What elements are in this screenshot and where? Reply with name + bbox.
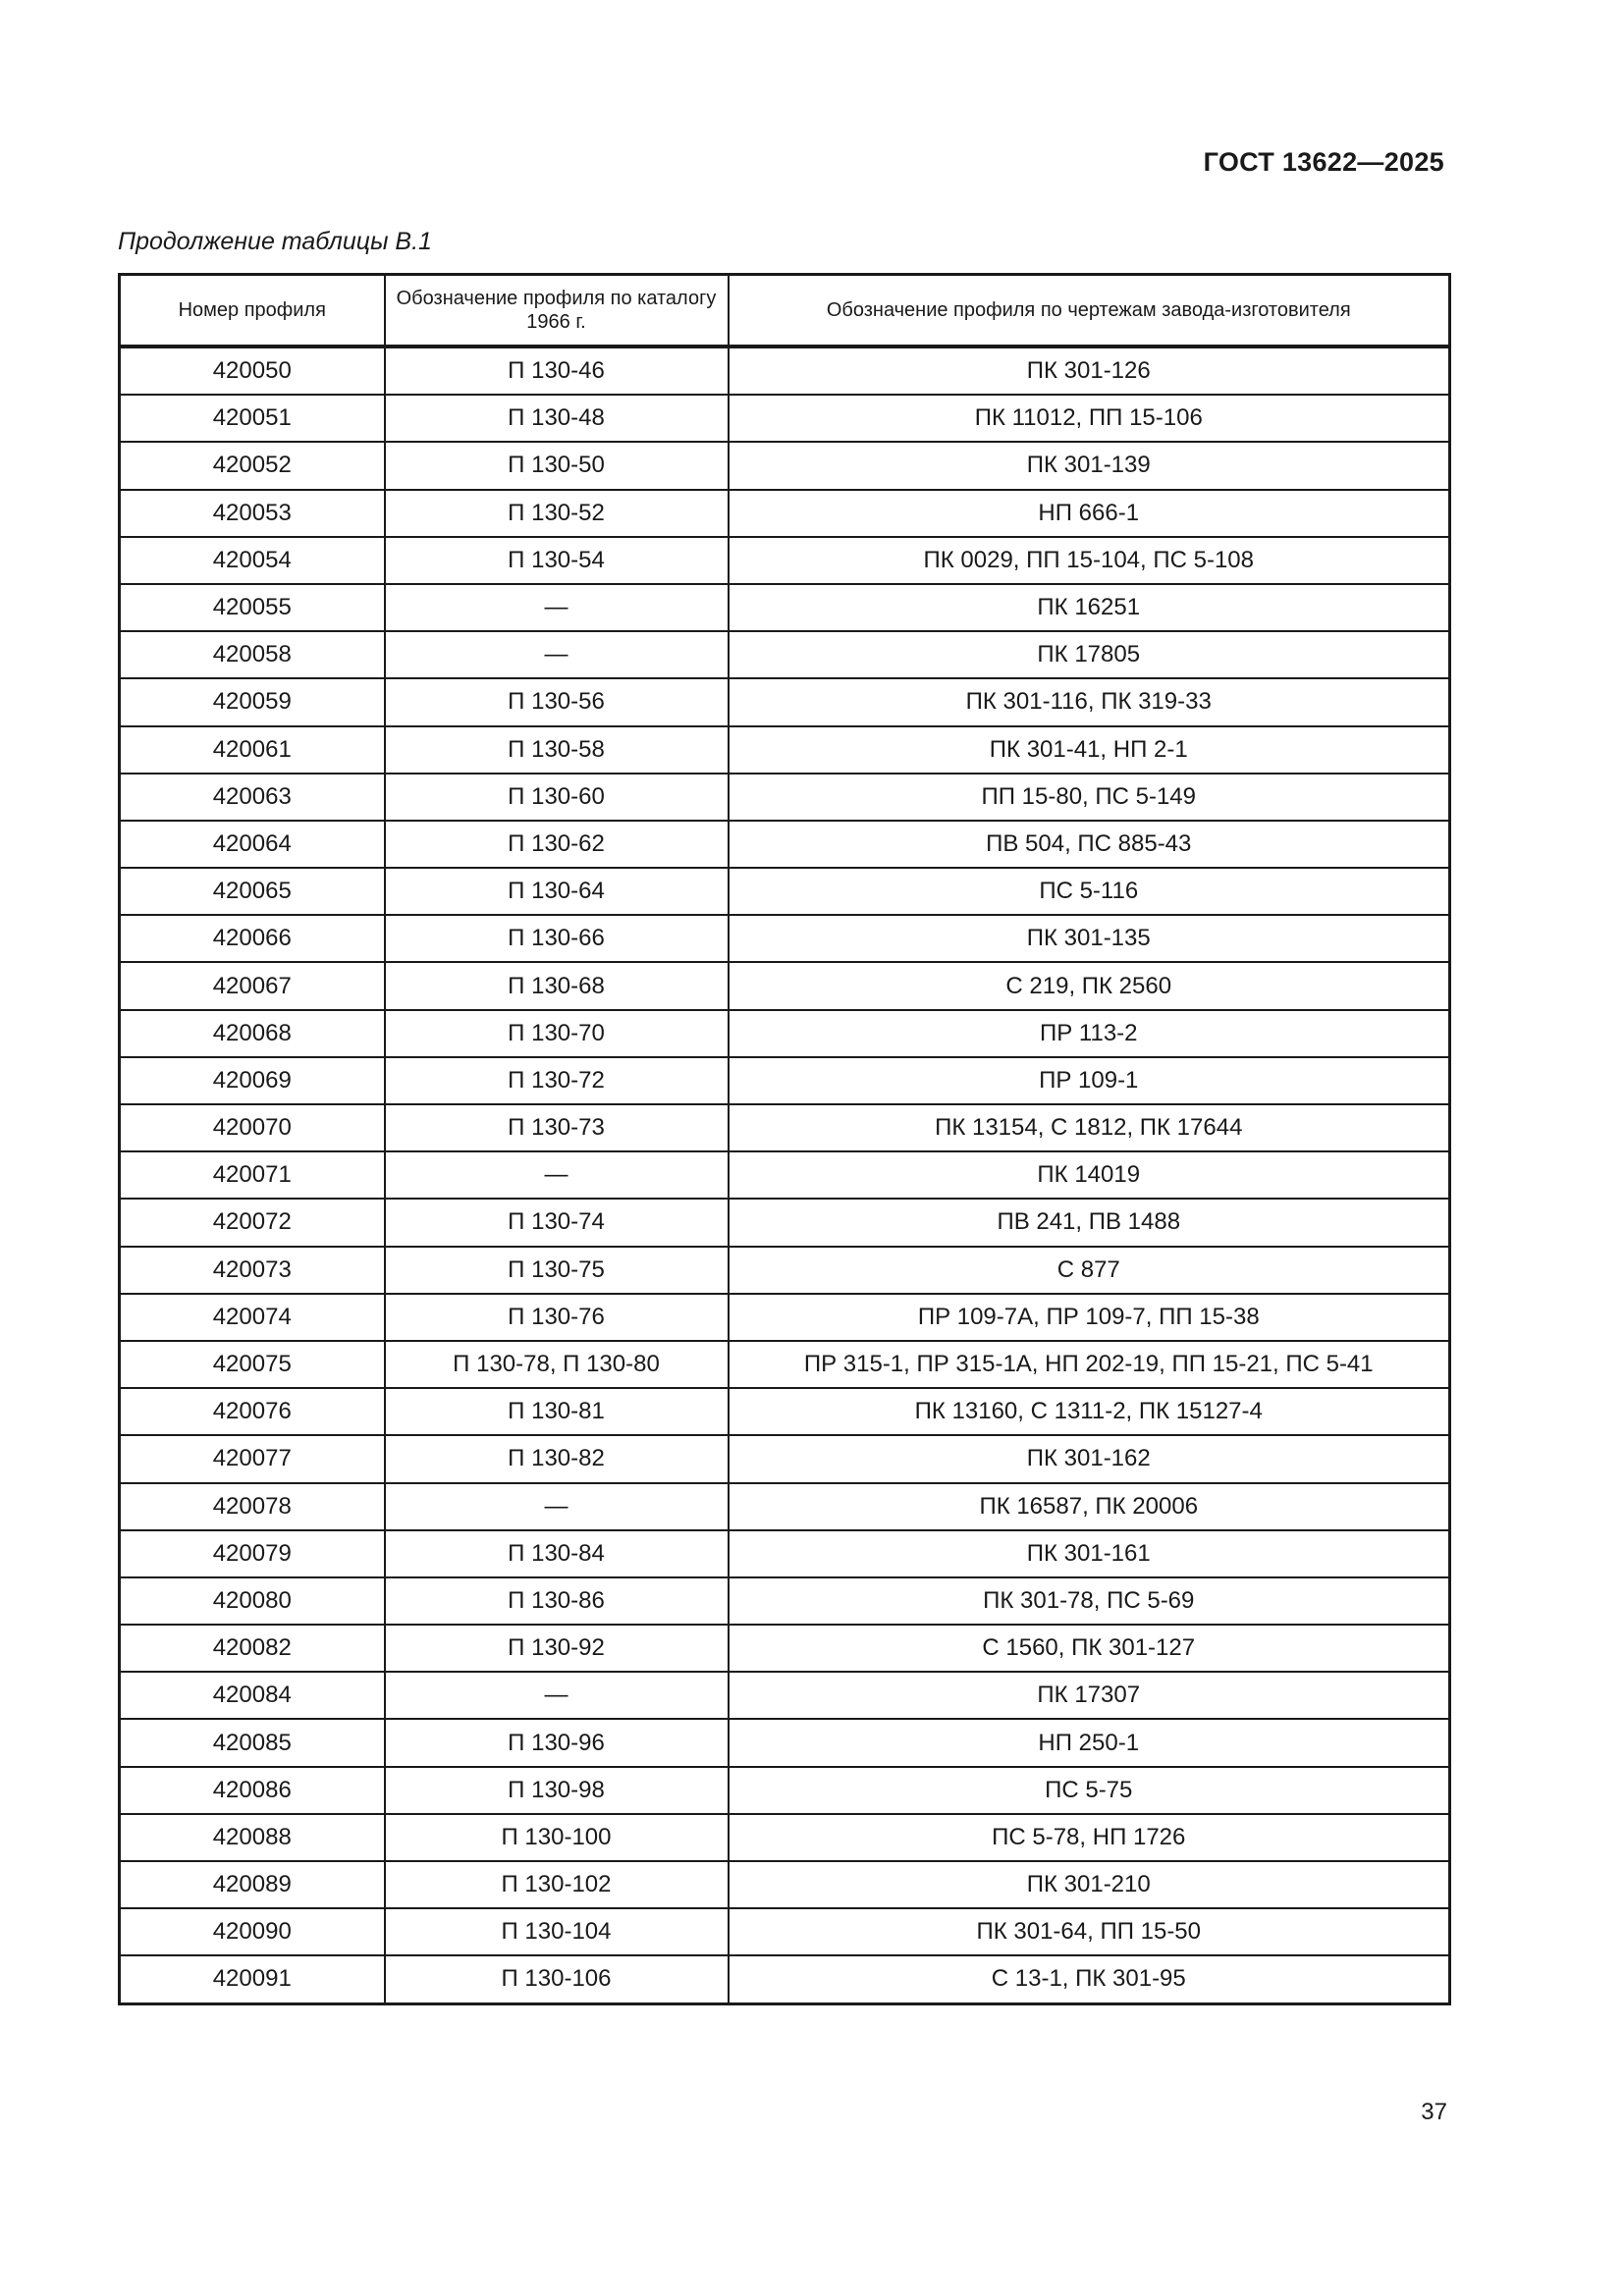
- factory-designation-cell: ПВ 241, ПВ 1488: [729, 1199, 1450, 1246]
- table-row: [120, 442, 1450, 489]
- table-row: [120, 868, 1450, 915]
- factory-designation-cell: ПК 301-64, ПП 15-50: [729, 1908, 1450, 1955]
- catalog-designation-cell: П 130-46: [385, 347, 729, 395]
- page-number: 37: [1421, 2099, 1447, 2125]
- table-row: [120, 1151, 1450, 1199]
- table-row: [120, 1530, 1450, 1577]
- profile-number-cell: 420078: [120, 1483, 385, 1530]
- profile-number-cell: 420085: [120, 1719, 385, 1766]
- factory-designation-cell: НП 666-1: [729, 490, 1450, 537]
- factory-designation-cell: ПК 301-162: [729, 1435, 1450, 1482]
- catalog-designation-cell: П 130-50: [385, 442, 729, 489]
- catalog-designation-cell: П 130-82: [385, 1435, 729, 1482]
- table-row: [120, 1435, 1450, 1482]
- profile-number-cell: 420050: [120, 347, 385, 395]
- factory-designation-cell: ПР 315-1, ПР 315-1А, НП 202-19, ПП 15-21, ПС 5-41: [729, 1341, 1450, 1388]
- factory-designation-cell: С 13-1, ПК 301-95: [729, 1955, 1450, 2003]
- factory-designation-cell: С 1560, ПК 301-127: [729, 1625, 1450, 1672]
- catalog-designation-cell: —: [385, 631, 729, 678]
- catalog-designation-cell: П 130-66: [385, 915, 729, 962]
- catalog-designation-cell: П 130-81: [385, 1388, 729, 1435]
- profile-number-cell: 420052: [120, 442, 385, 489]
- factory-designation-cell: ПК 16587, ПК 20006: [729, 1483, 1450, 1530]
- profile-number-cell: 420089: [120, 1861, 385, 1908]
- table-row: [120, 347, 1450, 395]
- column-header-factory-designation: Обозначение профиля по чертежам завода-изготовителя: [729, 275, 1450, 347]
- profile-number-cell: 420065: [120, 868, 385, 915]
- factory-designation-cell: ПК 301-210: [729, 1861, 1450, 1908]
- factory-designation-cell: ПК 17805: [729, 631, 1450, 678]
- catalog-designation-cell: —: [385, 584, 729, 631]
- catalog-designation-cell: П 130-92: [385, 1625, 729, 1672]
- table-row: [120, 915, 1450, 962]
- catalog-designation-cell: П 130-62: [385, 821, 729, 868]
- profile-number-cell: 420088: [120, 1814, 385, 1861]
- factory-designation-cell: ПК 13154, С 1812, ПК 17644: [729, 1104, 1450, 1151]
- profile-number-cell: 420073: [120, 1247, 385, 1294]
- table-row: [120, 1577, 1450, 1625]
- profile-number-cell: 420058: [120, 631, 385, 678]
- factory-designation-cell: НП 250-1: [729, 1719, 1450, 1766]
- catalog-designation-cell: П 130-74: [385, 1199, 729, 1246]
- profile-number-cell: 420066: [120, 915, 385, 962]
- catalog-designation-cell: П 130-102: [385, 1861, 729, 1908]
- table-row: [120, 1104, 1450, 1151]
- table-row: [120, 1199, 1450, 1246]
- factory-designation-cell: ПС 5-78, НП 1726: [729, 1814, 1450, 1861]
- catalog-designation-cell: П 130-68: [385, 962, 729, 1009]
- factory-designation-cell: ПС 5-75: [729, 1767, 1450, 1814]
- table-caption: Продолжение таблицы В.1: [118, 228, 432, 255]
- profile-number-cell: 420051: [120, 395, 385, 442]
- table-row: [120, 584, 1450, 631]
- table-row: [120, 1341, 1450, 1388]
- table-row: [120, 1861, 1450, 1908]
- profile-number-cell: 420067: [120, 962, 385, 1009]
- table-row: [120, 726, 1450, 774]
- factory-designation-cell: ПК 301-139: [729, 442, 1450, 489]
- profile-number-cell: 420070: [120, 1104, 385, 1151]
- catalog-designation-cell: П 130-58: [385, 726, 729, 774]
- document-code: ГОСТ 13622—2025: [1203, 147, 1444, 177]
- table-row: [120, 631, 1450, 678]
- profile-number-cell: 420071: [120, 1151, 385, 1199]
- factory-designation-cell: ПР 113-2: [729, 1010, 1450, 1057]
- table-row: [120, 1908, 1450, 1955]
- factory-designation-cell: ПК 11012, ПП 15-106: [729, 395, 1450, 442]
- profile-number-cell: 420090: [120, 1908, 385, 1955]
- factory-designation-cell: ПР 109-1: [729, 1057, 1450, 1104]
- profile-number-cell: 420084: [120, 1672, 385, 1719]
- factory-designation-cell: ПК 301-41, НП 2-1: [729, 726, 1450, 774]
- table-row: [120, 1010, 1450, 1057]
- profile-number-cell: 420063: [120, 774, 385, 821]
- profile-number-cell: 420074: [120, 1294, 385, 1341]
- profile-number-cell: 420061: [120, 726, 385, 774]
- catalog-designation-cell: П 130-84: [385, 1530, 729, 1577]
- profile-number-cell: 420053: [120, 490, 385, 537]
- column-header-profile-number: Номер профиля: [120, 275, 385, 347]
- profile-number-cell: 420075: [120, 1341, 385, 1388]
- table-row: [120, 821, 1450, 868]
- profile-number-cell: 420079: [120, 1530, 385, 1577]
- factory-designation-cell: ПК 301-78, ПС 5-69: [729, 1577, 1450, 1625]
- profile-number-cell: 420080: [120, 1577, 385, 1625]
- table-row: [120, 1294, 1450, 1341]
- catalog-designation-cell: П 130-98: [385, 1767, 729, 1814]
- factory-designation-cell: ПК 301-161: [729, 1530, 1450, 1577]
- table-row: [120, 962, 1450, 1009]
- profile-number-cell: 420068: [120, 1010, 385, 1057]
- catalog-designation-cell: П 130-48: [385, 395, 729, 442]
- catalog-designation-cell: —: [385, 1151, 729, 1199]
- table-row: [120, 1247, 1450, 1294]
- factory-designation-cell: С 877: [729, 1247, 1450, 1294]
- catalog-designation-cell: П 130-54: [385, 537, 729, 584]
- factory-designation-cell: С 219, ПК 2560: [729, 962, 1450, 1009]
- profile-number-cell: 420072: [120, 1199, 385, 1246]
- table-row: [120, 537, 1450, 584]
- factory-designation-cell: ПР 109-7А, ПР 109-7, ПП 15-38: [729, 1294, 1450, 1341]
- factory-designation-cell: ПК 301-116, ПК 319-33: [729, 678, 1450, 725]
- table-row: [120, 1814, 1450, 1861]
- profile-number-cell: 420069: [120, 1057, 385, 1104]
- profile-number-cell: 420055: [120, 584, 385, 631]
- table-row: [120, 1057, 1450, 1104]
- profile-number-cell: 420091: [120, 1955, 385, 2003]
- table-row: [120, 490, 1450, 537]
- catalog-designation-cell: П 130-56: [385, 678, 729, 725]
- catalog-designation-cell: П 130-86: [385, 1577, 729, 1625]
- catalog-designation-cell: П 130-78, П 130-80: [385, 1341, 729, 1388]
- catalog-designation-cell: П 130-60: [385, 774, 729, 821]
- factory-designation-cell: ПК 13160, С 1311-2, ПК 15127-4: [729, 1388, 1450, 1435]
- profile-number-cell: 420059: [120, 678, 385, 725]
- catalog-designation-cell: П 130-73: [385, 1104, 729, 1151]
- factory-designation-cell: ПП 15-80, ПС 5-149: [729, 774, 1450, 821]
- table-header: [120, 275, 1450, 347]
- table-row: [120, 1955, 1450, 2003]
- profile-number-cell: 420064: [120, 821, 385, 868]
- catalog-designation-cell: —: [385, 1672, 729, 1719]
- catalog-designation-cell: П 130-76: [385, 1294, 729, 1341]
- table-body: [120, 347, 1450, 2003]
- column-header-catalog-designation: Обозначение профиля по каталогу 1966 г.: [385, 275, 729, 347]
- catalog-designation-cell: П 130-70: [385, 1010, 729, 1057]
- table-row: [120, 1672, 1450, 1719]
- factory-designation-cell: ПК 301-126: [729, 347, 1450, 395]
- table-row: [120, 395, 1450, 442]
- factory-designation-cell: ПК 17307: [729, 1672, 1450, 1719]
- table-row: [120, 1625, 1450, 1672]
- catalog-designation-cell: —: [385, 1483, 729, 1530]
- profile-number-cell: 420086: [120, 1767, 385, 1814]
- catalog-designation-cell: П 130-75: [385, 1247, 729, 1294]
- profile-number-cell: 420082: [120, 1625, 385, 1672]
- catalog-designation-cell: П 130-96: [385, 1719, 729, 1766]
- factory-designation-cell: ПК 16251: [729, 584, 1450, 631]
- factory-designation-cell: ПК 301-135: [729, 915, 1450, 962]
- table-row: [120, 1767, 1450, 1814]
- catalog-designation-cell: П 130-100: [385, 1814, 729, 1861]
- catalog-designation-cell: П 130-104: [385, 1908, 729, 1955]
- table-row: [120, 1719, 1450, 1766]
- catalog-designation-cell: П 130-72: [385, 1057, 729, 1104]
- factory-designation-cell: ПК 14019: [729, 1151, 1450, 1199]
- catalog-designation-cell: П 130-52: [385, 490, 729, 537]
- profile-number-cell: 420054: [120, 537, 385, 584]
- table-row: [120, 774, 1450, 821]
- factory-designation-cell: ПС 5-116: [729, 868, 1450, 915]
- catalog-designation-cell: П 130-64: [385, 868, 729, 915]
- factory-designation-cell: ПВ 504, ПС 885-43: [729, 821, 1450, 868]
- table-row: [120, 678, 1450, 725]
- profile-number-cell: 420076: [120, 1388, 385, 1435]
- factory-designation-cell: ПК 0029, ПП 15-104, ПС 5-108: [729, 537, 1450, 584]
- header-row: [120, 275, 1450, 347]
- table-row: [120, 1388, 1450, 1435]
- profile-number-cell: 420077: [120, 1435, 385, 1482]
- table-row: [120, 1483, 1450, 1530]
- catalog-designation-cell: П 130-106: [385, 1955, 729, 2003]
- profiles-table: [118, 273, 1451, 2005]
